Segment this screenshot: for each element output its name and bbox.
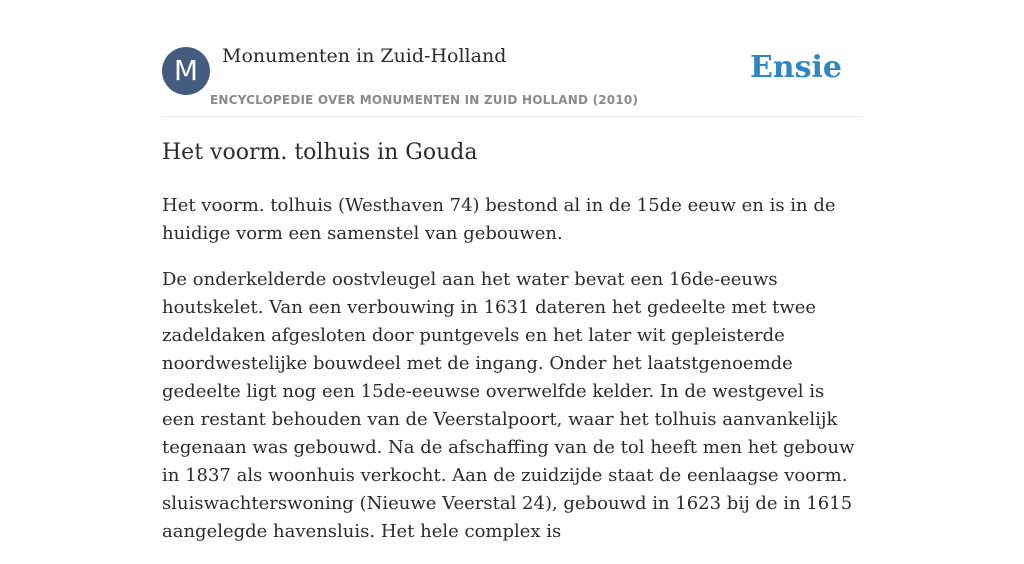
site-title[interactable]: Monumenten in Zuid-Holland bbox=[222, 45, 507, 67]
avatar[interactable]: M bbox=[162, 47, 210, 95]
article-title: Het voorm. tolhuis in Gouda bbox=[162, 140, 478, 165]
header bbox=[162, 0, 862, 117]
article-paragraph: De onderkelderde oostvleugel aan het water bevat een 16de-eeuws houtskelet. Van een verbouwing in 1631 dateren het gedeelte met twee zadeldaken afgesloten door puntgevels en het later wit gepleisterde noordwestelijke bouwdeel met de ingang. Onder het laatstgenoemde gedeelte ligt nog een 15de-eeuwse overwelfde kelder. In de westgevel is een restant behouden van de Veerstalpoort, waar het tolhuis aanvankelijk tegenaan was gebouwd. Na de afschaffing van de tol heeft men het gebouw in 1837 als woonhuis verkocht. Aan de zuidzijde staat de eenlaagse voorm. sluiswachterswoning (Nieuwe Veerstal 24), gebouwd in 1623 bij de in 1615 aangelegde havensluis. Het hele complex is bbox=[162, 269, 855, 542]
article-paragraph: Het voorm. tolhuis (Westhaven 74) bestond al in de 15de eeuw en is in de huidige vorm een samenstel van gebouwen. bbox=[162, 195, 836, 244]
brand-logo[interactable]: Ensie bbox=[749, 50, 842, 85]
site-subtitle: ENCYCLOPEDIE OVER MONUMENTEN IN ZUID HOLLAND (2010) bbox=[210, 93, 639, 107]
page-container bbox=[162, 0, 862, 542]
article-body bbox=[162, 192, 862, 564]
